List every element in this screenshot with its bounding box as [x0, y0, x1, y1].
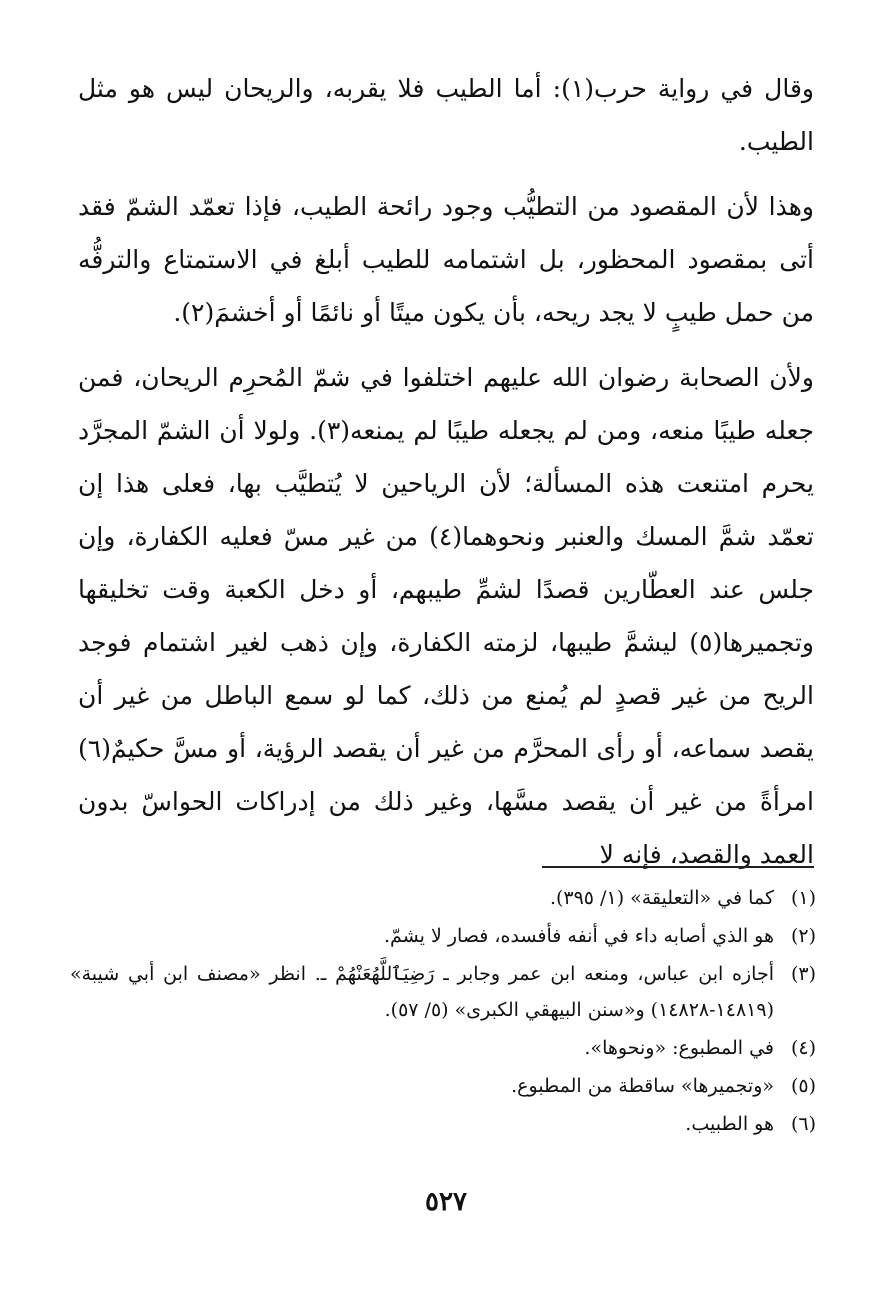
- footnote-item: [70, 880, 816, 916]
- body-paragraph: وقال في رواية حرب(١): أما الطيب فلا يقربه، والريحان ليس هو مثل الطيب.: [78, 74, 814, 156]
- footnote-item: [70, 1068, 816, 1104]
- footnote-item: [70, 918, 816, 954]
- body-paragraph: وهذا لأن المقصود من التطيُّب وجود رائحة الطيب، فإذا تعمّد الشمّ فقد أتى بمقصود المحظور، بل اشتمامه للطيب أبلغ في الاستمتاع والترفُّه من حمل طيبٍ لا يجد ريحه، بأن يكون ميتًا أو نائمًا أو أخشمَ(٢).: [78, 192, 814, 327]
- footnote-item: [70, 1106, 816, 1142]
- footnote-item: [70, 956, 816, 1028]
- footnote-text: أجازه ابن عباس، ومنعه ابن عمر وجابر ـ رَضِيَٱللَّهُعَنْهُمْ ـ. انظر «مصنف ابن أبي شيبة» (١٤٨١٩-١٤٨٢٨) و«سنن البيهقي الكبرى» (٥/ ٥٧).: [70, 963, 774, 1021]
- footnote-text: كما في «التعليقة» (١/ ٣٩٥).: [549, 887, 774, 909]
- footnote-text: «وتجميرها» ساقطة من المطبوع.: [511, 1075, 774, 1097]
- footnotes: [70, 880, 816, 1144]
- body-paragraph: ولأن الصحابة رضوان الله عليهم اختلفوا في شمّ المُحرِم الريحان، فمن جعله طيبًا منعه، ومن لم يجعله طيبًا لم يمنعه(٣). ولولا أن الشمّ المجرَّد يحرم امتنعت هذه المسألة؛ لأن الرياحين لا يُتطيَّب بها، فعلى هذا إن تعمّد شمَّ المسك والعنبر ونحوهما(٤) من غير مسّ فعليه الكفارة، وإن جلس عند العطّارين قصدًا لشمِّ طيبهم، أو دخل الكعبة وقت تخليقها وتجميرها(٥) ليشمَّ طيبها، لزمته الكفارة، وإن ذهب لغير اشتمام فوجد الريح من غير قصدٍ لم يُمنع من ذلك، كما لو سمع الباطل من غير أن يقصد سماعه، أو رأى المحرَّم من غير أن يقصد الرؤية، أو مسَّ حكيمٌ(٦) امرأةً من غير أن يقصد مسَّها، وغير ذلك من إدراكات الحواسّ بدون العمد والقصد، فإنه لا: [78, 363, 814, 869]
- footnote-number: (٣): [790, 963, 816, 985]
- footnote-item: [70, 1030, 816, 1066]
- footnote-number: (٥): [790, 1075, 816, 1097]
- footnote-text: هو الطبيب.: [685, 1113, 774, 1135]
- footnote-number: (١): [790, 887, 816, 909]
- footnote-text: في المطبوع: «ونحوها».: [584, 1037, 774, 1059]
- footnote-number: (٢): [790, 925, 816, 947]
- footnote-number: (٤): [790, 1037, 816, 1059]
- main-text: [78, 62, 814, 881]
- footnote-number: (٦): [790, 1113, 816, 1135]
- footnote-text: هو الذي أصابه داء في أنفه فأفسده، فصار لا يشمّ.: [384, 925, 774, 947]
- page-number: ٥٢٧: [425, 1187, 467, 1217]
- footnote-divider: [542, 866, 814, 868]
